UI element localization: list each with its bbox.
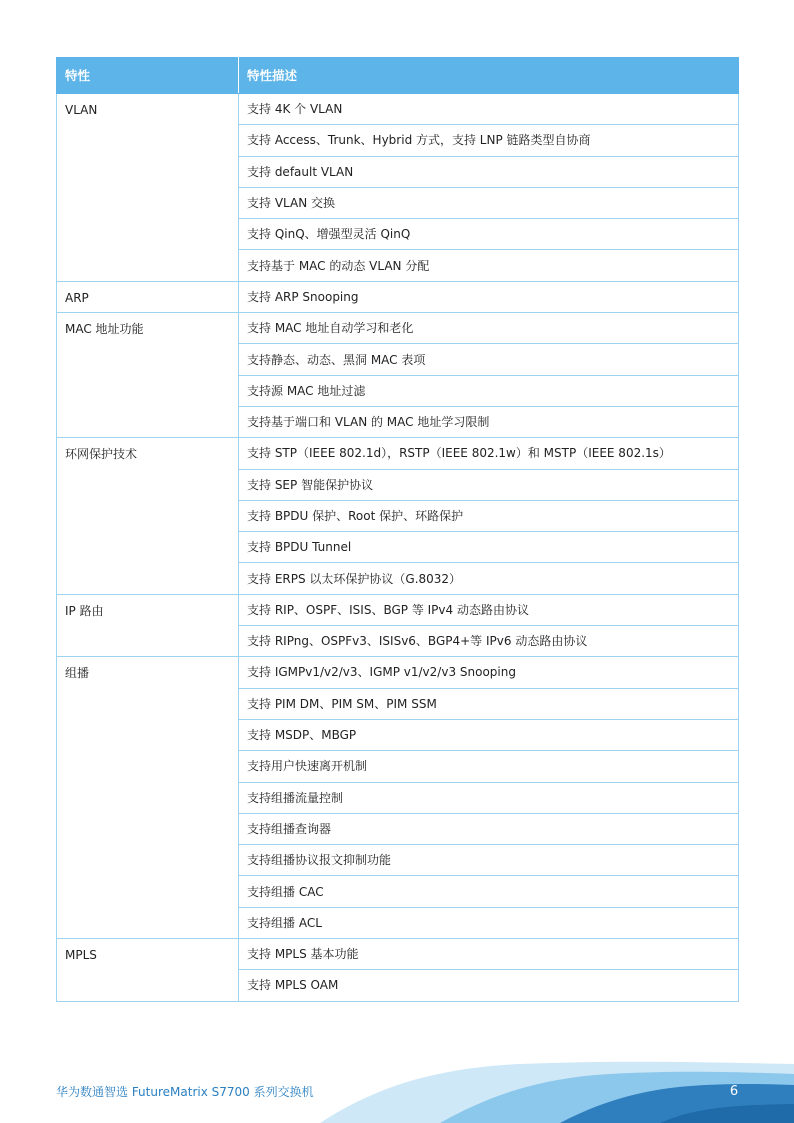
description-cell: 支持基于端口和 VLAN 的 MAC 地址学习限制 <box>239 406 739 437</box>
description-cell: 支持 MPLS 基本功能 <box>239 939 739 970</box>
page-number: 6 <box>729 1084 739 1099</box>
description-cell: 支持 MPLS OAM <box>239 970 739 1001</box>
description-cell: 支持 4K 个 VLAN <box>239 94 739 125</box>
table-row <box>57 313 739 344</box>
description-cell: 支持 Access、Trunk、Hybrid 方式，支持 LNP 链路类型自协商 <box>239 125 739 156</box>
table-row <box>57 939 739 970</box>
table-header-row <box>57 58 739 94</box>
description-cell: 支持用户快速离开机制 <box>239 751 739 782</box>
feature-cell: ARP <box>57 281 239 312</box>
table-row <box>57 281 739 312</box>
description-cell: 支持 ERPS 以太环保护协议（G.8032） <box>239 563 739 594</box>
table-row <box>57 438 739 469</box>
description-cell: 支持 default VLAN <box>239 156 739 187</box>
description-cell: 支持源 MAC 地址过滤 <box>239 375 739 406</box>
description-cell: 支持 BPDU 保护、Root 保护、环路保护 <box>239 500 739 531</box>
feature-cell: IP 路由 <box>57 594 239 657</box>
feature-cell: 组播 <box>57 657 239 939</box>
description-cell: 支持 IGMPv1/v2/v3、IGMP v1/v2/v3 Snooping <box>239 657 739 688</box>
description-cell: 支持组播查询器 <box>239 813 739 844</box>
description-cell: 支持 STP（IEEE 802.1d），RSTP（IEEE 802.1w）和 MSTP（IEEE 802.1s） <box>239 438 739 469</box>
description-cell: 支持组播协议报文抑制功能 <box>239 845 739 876</box>
table-row <box>57 594 739 625</box>
description-cell: 支持 VLAN 交换 <box>239 187 739 218</box>
description-cell: 支持组播 ACL <box>239 907 739 938</box>
header-feature: 特性 <box>57 58 239 94</box>
footer-doc-title: 华为数通智选 FutureMatrix S7700 系列交换机 <box>56 1085 314 1099</box>
description-cell: 支持组播流量控制 <box>239 782 739 813</box>
description-cell: 支持 PIM DM、PIM SM、PIM SSM <box>239 688 739 719</box>
feature-cell: VLAN <box>57 94 239 282</box>
table-row <box>57 94 739 125</box>
header-description: 特性描述 <box>239 58 739 94</box>
feature-cell: 环网保护技术 <box>57 438 239 594</box>
table-body <box>57 94 739 1002</box>
description-cell: 支持基于 MAC 的动态 VLAN 分配 <box>239 250 739 281</box>
description-cell: 支持静态、动态、黑洞 MAC 表项 <box>239 344 739 375</box>
feature-cell: MPLS <box>57 939 239 1002</box>
description-cell: 支持 RIP、OSPF、ISIS、BGP 等 IPv4 动态路由协议 <box>239 594 739 625</box>
description-cell: 支持 QinQ、增强型灵活 QinQ <box>239 219 739 250</box>
description-cell: 支持 RIPng、OSPFv3、ISISv6、BGP4+等 IPv6 动态路由协议 <box>239 626 739 657</box>
table-row <box>57 657 739 688</box>
description-cell: 支持 ARP Snooping <box>239 281 739 312</box>
description-cell: 支持 BPDU Tunnel <box>239 532 739 563</box>
description-cell: 支持 SEP 智能保护协议 <box>239 469 739 500</box>
description-cell: 支持 MAC 地址自动学习和老化 <box>239 313 739 344</box>
description-cell: 支持组播 CAC <box>239 876 739 907</box>
description-cell: 支持 MSDP、MBGP <box>239 719 739 750</box>
feature-table <box>56 57 739 1002</box>
feature-cell: MAC 地址功能 <box>57 313 239 438</box>
